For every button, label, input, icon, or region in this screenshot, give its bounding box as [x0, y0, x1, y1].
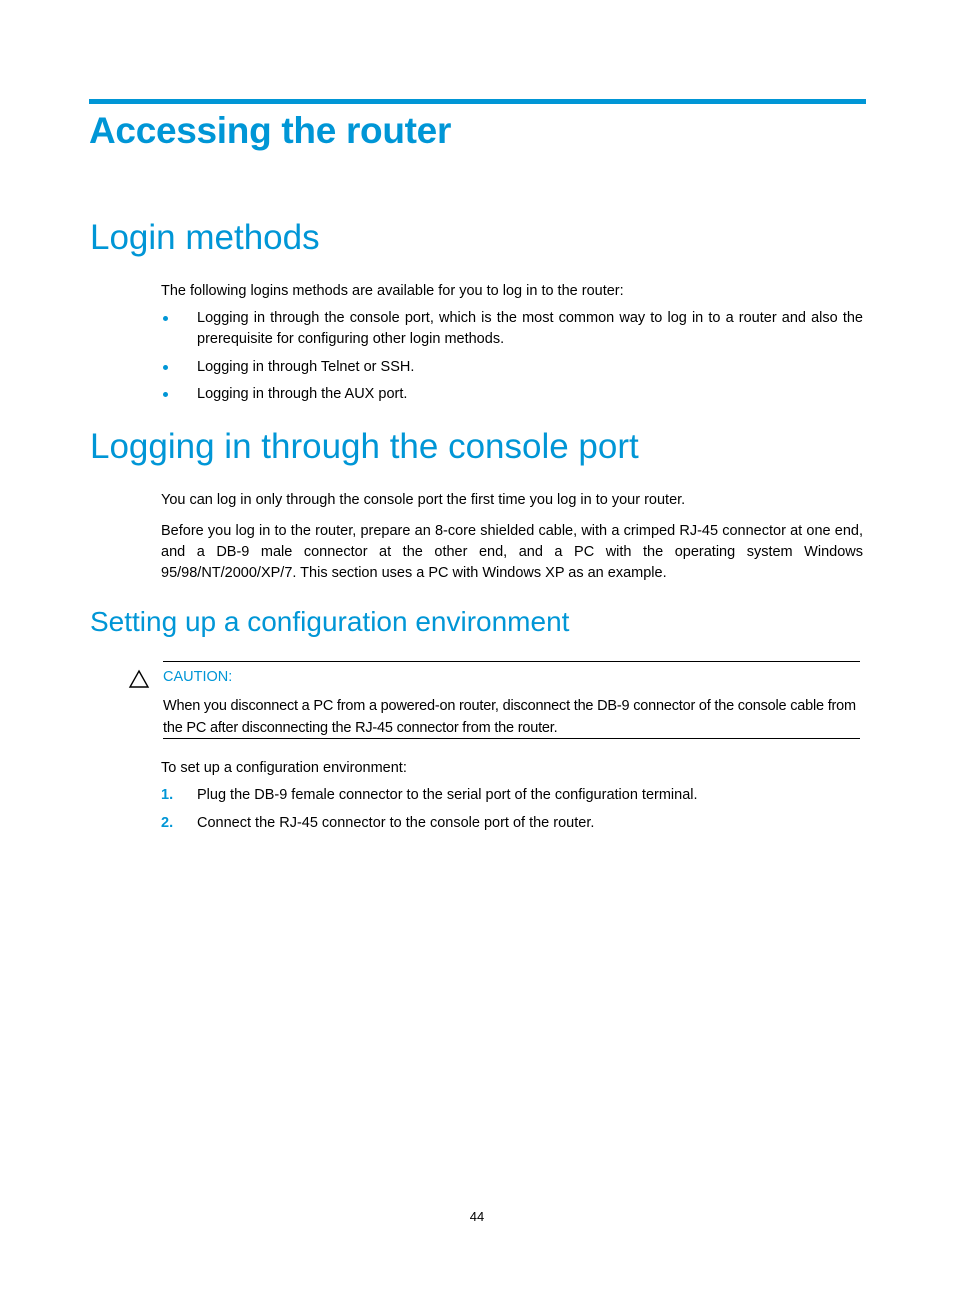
step-text: Connect the RJ-45 connector to the console port of the router.	[197, 815, 595, 831]
list-item	[161, 384, 863, 405]
bullet-icon	[163, 392, 168, 397]
page-number: 44	[469, 1209, 485, 1224]
console-port-para-2: Before you log in to the router, prepare an 8-core shielded cable, with a crimped RJ-45 connector at one end, and a DB-9 male connector at the other end, and a PC with the operating system Windows 95/98/NT/2000/XP/7. This section uses a PC with Windows XP as an example.	[161, 523, 863, 581]
step-item	[161, 785, 863, 806]
caution-triangle-icon	[128, 669, 150, 689]
step-item	[161, 813, 863, 834]
bullet-icon	[163, 316, 168, 321]
login-methods-intro: The following logins methods are available for you to log in to the router:	[161, 283, 624, 299]
config-env-heading: Setting up a configuration environment	[90, 606, 570, 637]
login-methods-heading: Login methods	[90, 218, 320, 257]
list-item	[161, 308, 863, 350]
chapter-top-rule	[89, 99, 866, 104]
config-env-intro: To set up a configuration environment:	[161, 760, 407, 776]
caution-text: When you disconnect a PC from a powered-on router, disconnect the DB-9 connector of the console cable from the PC after disconnecting the RJ-45 connector from the router.	[163, 698, 856, 736]
list-item	[161, 357, 863, 378]
console-port-heading: Logging in through the console port	[90, 427, 639, 466]
step-number: 2.	[161, 815, 174, 831]
bullet-icon	[163, 365, 168, 370]
caution-box	[163, 661, 860, 739]
bullet-text: Logging in through the AUX port.	[197, 386, 408, 402]
step-number: 1.	[161, 787, 174, 803]
console-port-para-1: You can log in only through the console port the first time you log in to your router.	[161, 492, 686, 508]
bullet-text: Logging in through Telnet or SSH.	[197, 359, 415, 375]
caution-label: CAUTION:	[163, 669, 233, 685]
chapter-title: Accessing the router	[89, 110, 452, 151]
bullet-text: Logging in through the console port, which is the most common way to log in to a router and also the prerequisite for configuring other login methods.	[197, 310, 863, 347]
step-text: Plug the DB-9 female connector to the serial port of the configuration terminal.	[197, 787, 698, 803]
